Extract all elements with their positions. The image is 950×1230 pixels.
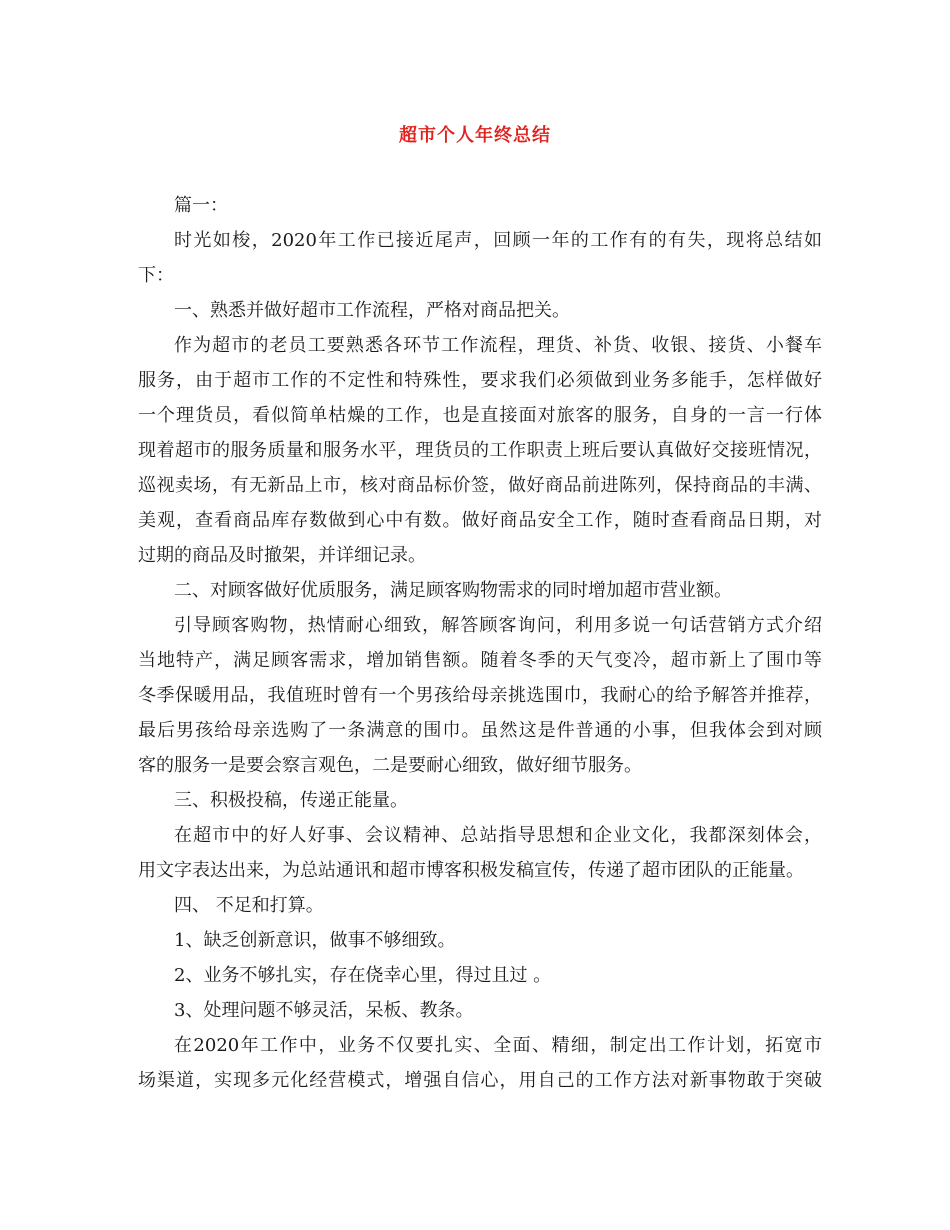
list-item: 3、处理问题不够灵活，呆板、教条。 <box>174 1000 474 1021</box>
paragraph-line: 引导顾客购物，热情耐心细致，解答顾客询问，利用多说一句话营销方式介绍 <box>174 615 822 636</box>
list-item: 1、缺乏创新意识，做事不够细致。 <box>174 930 456 951</box>
paragraph-line: 客的服务一是要会察言观色，二是要耐心细致，做好细节服务。 <box>138 755 642 776</box>
section-heading: 三、积极投稿，传递正能量。 <box>174 790 408 811</box>
paragraph-line: 在超市中的好人好事、会议精神、总站指导思想和企业文化，我都深刻体会， <box>174 825 822 846</box>
section-label: 篇一： <box>174 195 228 216</box>
paragraph-line: 冬季保暖用品，我值班时曾有一个男孩给母亲挑选围巾，我耐心的给予解答并推荐， <box>138 685 822 706</box>
paragraph-line: 巡视卖场，有无新品上市，核对商品标价签，做好商品前进陈列，保持商品的丰满、 <box>138 475 822 496</box>
paragraph-line: 服务，由于超市工作的不定性和特殊性，要求我们必须做到业务多能手，怎样做好 <box>138 370 822 391</box>
paragraph-line: 下： <box>138 265 174 286</box>
paragraph-line: 最后男孩给母亲选购了一条满意的围巾。虽然这是件普通的小事，但我体会到对顾 <box>138 720 822 741</box>
paragraph-line: 时光如梭，2020年工作已接近尾声，回顾一年的工作有的有失，现将总结如 <box>174 230 822 251</box>
paragraph-line: 作为超市的老员工要熟悉各环节工作流程，理货、补货、收银、接货、小餐车 <box>174 335 822 356</box>
document-title: 超市个人年终总结 <box>399 125 551 146</box>
paragraph-line: 现着超市的服务质量和服务水平，理货员的工作职责上班后要认真做好交接班情况， <box>138 440 822 461</box>
paragraph-line: 当地特产，满足顾客需求，增加销售额。随着冬季的天气变冷，超市新上了围巾等 <box>138 650 822 671</box>
paragraph-line: 用文字表达出来，为总站通讯和超市博客积极发稿宣传，传递了超市团队的正能量。 <box>138 860 804 881</box>
paragraph-line: 在2020年工作中，业务不仅要扎实、全面、精细，制定出工作计划，拓宽市 <box>174 1035 822 1056</box>
paragraph-line: 场渠道，实现多元化经营模式，增强自信心，用自己的工作方法对新事物敢于突破 <box>138 1070 822 1091</box>
section-heading: 四、 不足和打算。 <box>174 895 324 916</box>
document-body <box>138 188 822 1098</box>
paragraph-line: 一个理货员，看似简单枯燥的工作，也是直接面对旅客的服务，自身的一言一行体 <box>138 405 822 426</box>
list-item: 2、业务不够扎实，存在侥幸心里，得过且过 。 <box>174 965 552 986</box>
section-heading: 二、对顾客做好优质服务，满足顾客购物需求的同时增加超市营业额。 <box>174 580 732 601</box>
paragraph-line: 美观，查看商品库存数做到心中有数。做好商品安全工作，随时查看商品日期，对 <box>138 510 822 531</box>
section-heading: 一、熟悉并做好超市工作流程，严格对商品把关。 <box>174 300 570 321</box>
paragraph-line: 过期的商品及时撤架，并详细记录。 <box>138 545 426 566</box>
